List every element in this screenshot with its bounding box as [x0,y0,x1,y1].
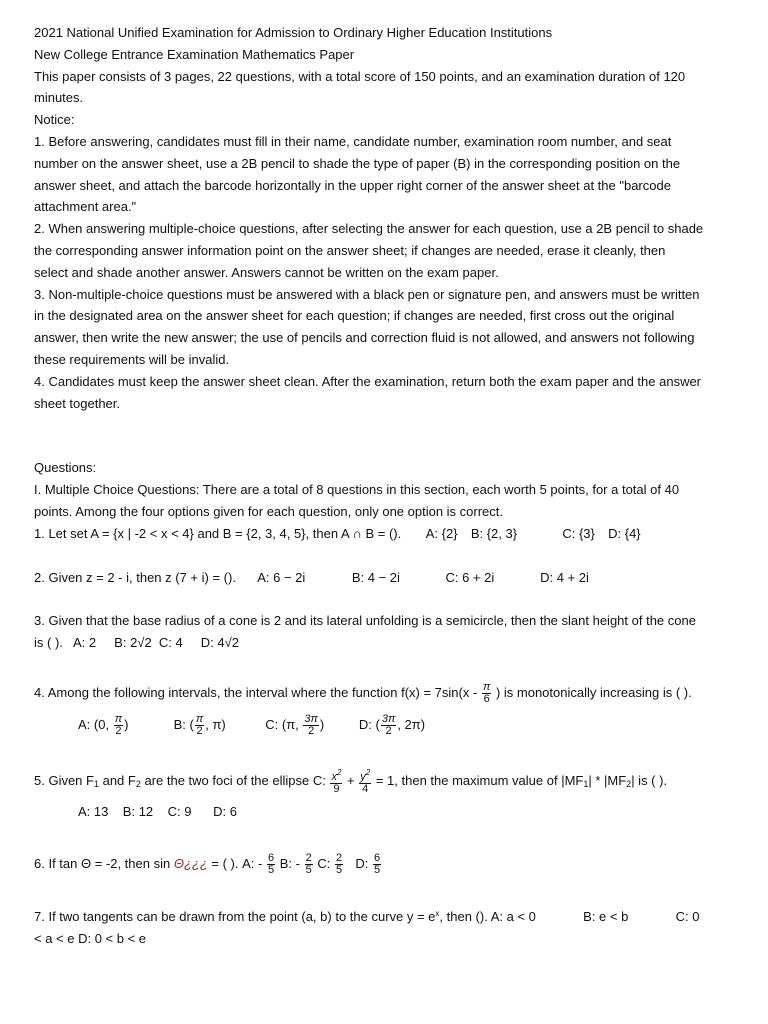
notice-line: these requirements will be invalid. [34,351,230,367]
notice-line: answer sheet, and attach the barcode horizontally in the upper right corner of the answer sheet at the "barcode [34,177,671,193]
question-2-option-b: B: 4 − 2i [351,569,400,585]
question-2-option-c: C: 6 + 2i [445,569,495,585]
fraction-pi-over-6: $\frac{\pi}{6}$ [482,680,491,705]
notice-line: answer, then write the new answer; the use of pencils and correction fluid is not allowed, and answers not following [34,330,695,346]
exam-title: 2021 National Unified Examination for Admission to Ordinary Higher Education Institutions [34,25,553,40]
section-heading: I. Multiple Choice Questions: There are a total of 8 questions in this section, each worth 5 points, for a total of 40 [34,482,680,498]
question-7: 7. If two tangents can be drawn from the point (a, b) to the curve $y = e^x$, then (). A: a < 0 B: e < b C: 0 [34,908,700,924]
notice-line: 2. When answering multiple-choice questions, after selecting the answer for each question, use a 2B pencil to shade [34,221,704,237]
question-1-option-a: A: {2} [425,525,458,541]
question-4-stem-cont: ) is monotonically increasing is ( ). [495,684,692,700]
question-2-option-d: D: 4 + 2i [540,569,589,585]
questions-label: Questions: [34,460,97,476]
notice-line: 4. Candidates must keep the answer sheet clean. After the examination, return both the exam paper and the answer [34,373,702,389]
fraction-y2-over-4: $\frac{y^2}{4}$ [360,768,371,796]
notice-line: attachment area." [34,199,137,215]
question-2-option-a: A: 6 − 2i [257,569,306,585]
question-4-option-c: C: (π, $\frac{3\pi}{2}$ ) [265,712,325,737]
exam-subtitle: New College Entrance Examination Mathematics Paper [34,46,355,62]
notice-line: in the designated area on the answer sheet for each question; if changes are needed, first cross out the original [34,308,675,324]
garbled-symbol: Θ¿¿¿ [173,855,208,871]
notice-line: 3. Non-multiple-choice questions must be answered with a black pen or signature pen, and answers must be written [34,286,700,302]
fraction-x2-over-9: $\frac{x^2}{9}$ [331,768,342,796]
question-4-option-a: A: (0, $\frac{\pi}{2}$ ) [78,712,129,737]
question-1-option-c: C: {3} [562,525,595,541]
notice-line: sheet together. [34,395,121,411]
question-2-stem: 2. Given z = 2 - i, then z (7 + i) = (). [34,569,236,585]
question-1-option-b: B: {2, 3} [470,525,518,541]
question-3: 3. Given that the base radius of a cone is 2 and its lateral unfolding is a semicircle, then the slant height of the cone [34,613,696,629]
question-2 [34,567,746,589]
question-6: 6. If tan Θ = -2, then sin Θ¿¿¿ = ( ). A: - $\frac{6}{5}$ B: - $\frac{2}{5}$ C: $\frac{2}{5}$ D: $\frac{6}{5}$ [34,851,381,876]
question-6-option-a: $\frac{6}{5}$ [267,851,275,876]
question-6-option-d: $\frac{6}{5}$ [373,851,381,876]
question-5-options: A: 13 B: 12 C: 9 D: 6 [78,803,237,819]
question-1 [34,523,746,545]
notice-line: select and shade another answer. Answers cannot be written on the exam paper. [34,264,499,280]
exam-paper [34,22,746,949]
question-5: 5. Given $F_1$ and $F_2$ are the two foci of the ellipse C: $\frac{x^2}{9}$ + $\frac{y^2}{4}$ = 1, then the maximum value of $|MF_1| * |MF_2|$ is ( ). [34,768,668,796]
question-7-option-c: C: 0 [675,908,700,924]
notice-line: number on the answer sheet, use a 2B pencil to shade the type of paper (B) in the corresponding position on the [34,155,681,171]
question-4 [34,680,746,706]
notice-label: Notice: [34,112,75,128]
question-1-stem: 1. Let set A = {x | -2 < x < 4} and B = {2, 3, 4, 5}, then A ∩ B = (). [34,525,402,541]
question-4-option-b: B: ( $\frac{\pi}{2}$ , π) [173,712,226,737]
question-3-options: is ( ). A: 2 B: 2√2 C: 4 D: 4√2 [34,635,240,651]
question-7-cont: < a < e D: 0 < b < e [34,930,147,946]
question-1-option-d: D: {4} [608,525,641,541]
question-6-option-b: $\frac{2}{5}$ [305,851,312,876]
notice-line: the corresponding answer information point on the answer sheet; if changes are needed, erase it cleanly, then [34,242,666,258]
question-7-option-b: B: e < b [583,908,629,924]
exam-description-cont: minutes. [34,90,84,106]
question-4-option-d: D: ( $\frac{3\pi}{2}$ , 2π) [358,712,426,737]
question-4-options [34,710,746,740]
question-4-stem: 4. Among the following intervals, the interval where the function f(x) = 7sin(x - [34,684,478,700]
exam-description: This paper consists of 3 pages, 22 questions, with a total score of 150 points, and an examination duration of 120 [34,68,686,84]
section-heading-cont: points. Among the four options given for each question, only one option is correct. [34,503,504,519]
question-6-option-c: $\frac{2}{5}$ [335,851,343,876]
notice-line: 1. Before answering, candidates must fill in their name, candidate number, examination room number, and seat [34,133,672,149]
